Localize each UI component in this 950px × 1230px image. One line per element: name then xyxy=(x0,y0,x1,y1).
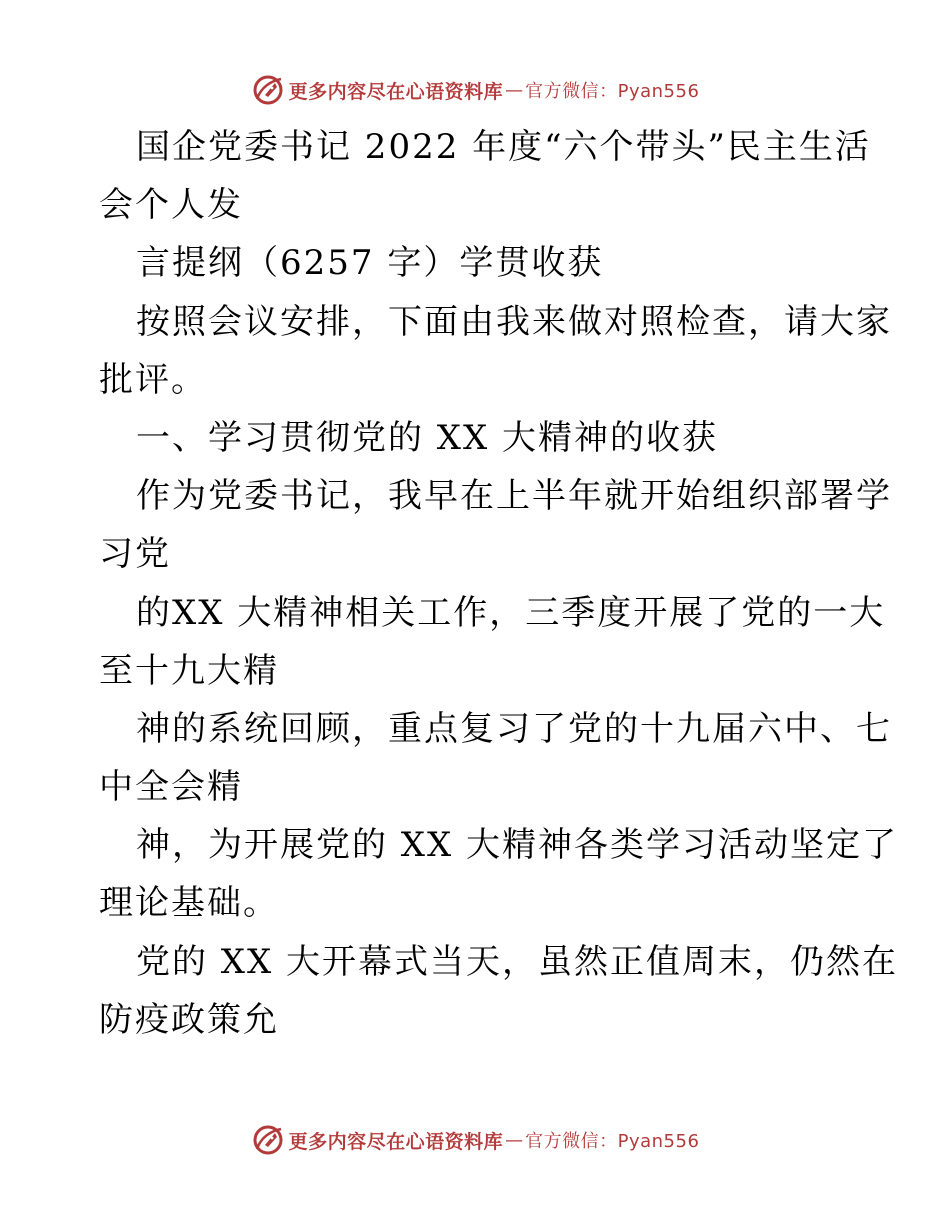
footer-banner xyxy=(0,1120,950,1160)
body-line: 习党 xyxy=(99,534,171,575)
pen-nib-swirl-icon xyxy=(251,73,285,107)
body-line: 的XX 大精神相关工作，三季度开展了党的一大 xyxy=(136,592,886,633)
body-line: 神，为开展党的 XX 大精神各类学习活动坚定了 xyxy=(136,825,899,866)
body-line: 按照会议安排，下面由我来做对照检查，请大家 xyxy=(136,301,892,342)
document-body xyxy=(99,118,899,1049)
header-banner xyxy=(0,70,950,110)
body-line: 防疫政策允 xyxy=(99,999,279,1040)
body-line: 神的系统回顾，重点复习了党的十九届六中、七 xyxy=(136,708,892,749)
body-line: 批评。 xyxy=(99,359,207,400)
pen-nib-swirl-icon xyxy=(251,1123,285,1157)
header-separator: — xyxy=(505,79,524,101)
footer-slogan: 更多内容尽在心语资料库 xyxy=(288,1130,504,1153)
body-line: 一、学习贯彻党的 XX 大精神的收获 xyxy=(136,417,719,458)
body-line: 中全会精 xyxy=(99,767,243,808)
header-contact: 官方微信：Pyan556 xyxy=(525,81,700,102)
body-line: 党的 XX 大开幕式当天，虽然正值周末，仍然在 xyxy=(136,941,899,982)
footer-contact: 官方微信：Pyan556 xyxy=(525,1131,700,1152)
body-line: 作为党委书记，我早在上半年就开始组织部署学 xyxy=(136,476,892,517)
body-line: 言提纲（6257 字）学贯收获 xyxy=(136,243,604,284)
body-line: 会个人发 xyxy=(99,185,243,226)
header-slogan: 更多内容尽在心语资料库 xyxy=(288,80,504,103)
body-line: 国企党委书记 2022 年度“六个带头”民主生活 xyxy=(136,127,871,167)
body-line: 理论基础。 xyxy=(99,883,279,924)
footer-separator: — xyxy=(505,1129,524,1151)
body-line: 至十九大精 xyxy=(99,650,279,691)
